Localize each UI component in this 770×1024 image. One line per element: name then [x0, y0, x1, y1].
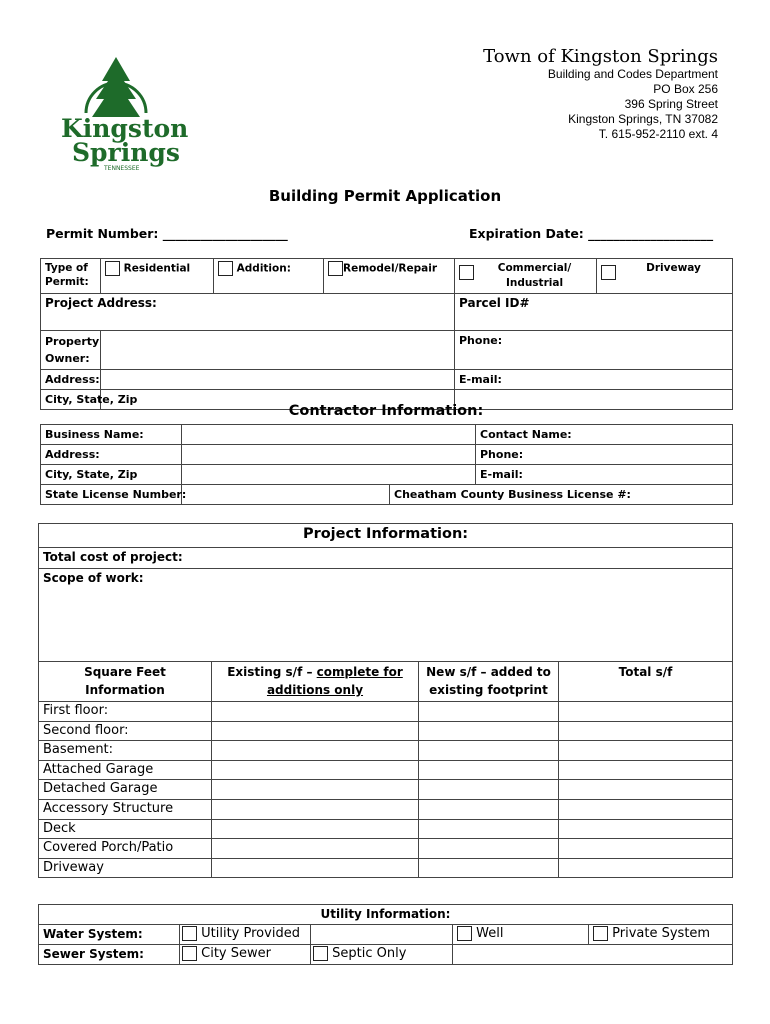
addition-checkbox[interactable]: [218, 261, 233, 276]
state-license-input[interactable]: [182, 485, 390, 505]
street-address: 396 Spring Street: [624, 97, 718, 111]
contractor-city-input[interactable]: [182, 465, 476, 485]
scope-of-work-field[interactable]: [39, 569, 733, 662]
sqft-row-label: Attached Garage: [39, 760, 212, 780]
new-sf-cell[interactable]: [419, 760, 559, 780]
po-box: PO Box 256: [653, 82, 718, 96]
commercial-label: Commercial/ Industrial: [497, 262, 572, 289]
sqft-row: [39, 741, 733, 761]
existing-sf-cell[interactable]: [212, 721, 419, 741]
private-system-checkbox[interactable]: [593, 926, 608, 941]
sqft-row: [39, 858, 733, 878]
project-heading: Project Information:: [39, 524, 733, 548]
total-sf-cell[interactable]: [559, 819, 733, 839]
new-sf-cell[interactable]: [419, 702, 559, 722]
project-address-label: Project Address:: [45, 296, 157, 310]
driveway-checkbox[interactable]: [601, 265, 616, 280]
total-sf-header: Total s/f: [559, 662, 733, 702]
contractor-table: [40, 424, 733, 505]
town-name: Town of Kingston Springs: [483, 46, 718, 67]
business-name-label: Business Name:: [41, 425, 182, 445]
contractor-city-label: City, State, Zip: [41, 465, 182, 485]
sqft-row: [39, 702, 733, 722]
contractor-heading: Contractor Information:: [288, 403, 484, 419]
new-sf-cell[interactable]: [419, 741, 559, 761]
total-sf-cell[interactable]: [559, 839, 733, 859]
sqft-row: [39, 721, 733, 741]
owner-address-input[interactable]: [101, 370, 455, 390]
existing-sf-text: Existing s/f –: [227, 665, 317, 679]
owner-address-label: Address:: [41, 370, 101, 390]
dept-name: Building and Codes Department: [547, 67, 718, 81]
total-sf-cell[interactable]: [559, 741, 733, 761]
contractor-email-label: E-mail:: [480, 468, 523, 481]
remodel-checkbox[interactable]: [328, 261, 343, 276]
total-cost-label: Total cost of project:: [43, 550, 183, 564]
existing-sf-cell[interactable]: [212, 702, 419, 722]
sqft-row-label: First floor:: [39, 702, 212, 722]
sqft-rows: [39, 702, 733, 878]
septic-checkbox[interactable]: [313, 946, 328, 961]
sqft-row-label: Driveway: [39, 858, 212, 878]
well-label: Well: [476, 926, 504, 941]
sqft-row-label: Covered Porch/Patio: [39, 839, 212, 859]
new-sf-cell[interactable]: [419, 780, 559, 800]
contact-name-label: Contact Name:: [480, 428, 572, 441]
owner-phone-field[interactable]: [455, 331, 733, 370]
utility-provided-label: Utility Provided: [201, 926, 300, 941]
town-logo: [58, 55, 189, 173]
state-license-label: State License Number:: [41, 485, 182, 505]
property-owner-label: Property Owner:: [41, 331, 101, 370]
sewer-blank-cell: [453, 945, 733, 965]
permit-number-field[interactable]: Permit Number: ____________________: [46, 226, 288, 241]
sqft-row: [39, 780, 733, 800]
contractor-address-label: Address:: [41, 445, 182, 465]
utility-heading: Utility Information:: [39, 905, 733, 925]
phone-number: T. 615-952-2110 ext. 4: [598, 127, 718, 141]
sqft-header: Square Feet Information: [39, 662, 212, 702]
logo-springs-text: Springs: [72, 138, 180, 167]
existing-sf-underlined: complete for additions only: [266, 665, 403, 697]
new-sf-cell[interactable]: [419, 819, 559, 839]
header-block: [398, 46, 718, 142]
new-sf-cell[interactable]: [419, 839, 559, 859]
expiration-date-field[interactable]: Expiration Date: ____________________: [469, 226, 714, 241]
total-cost-field[interactable]: [39, 548, 733, 569]
utility-table: [38, 904, 733, 965]
existing-sf-cell[interactable]: [212, 780, 419, 800]
sewer-system-label: Sewer System:: [39, 945, 180, 965]
new-sf-cell[interactable]: [419, 721, 559, 741]
sqft-row: [39, 760, 733, 780]
permit-type-label: Type of Permit:: [41, 259, 101, 294]
logo-tennessee-text: TENNESSEE: [104, 165, 140, 172]
water-blank-cell: [311, 925, 453, 945]
addition-label: Addition:: [236, 262, 291, 275]
sqft-row: [39, 839, 733, 859]
owner-city-label: City, State, Zip: [41, 390, 101, 410]
sqft-row-label: Detached Garage: [39, 780, 212, 800]
existing-sf-cell[interactable]: [212, 839, 419, 859]
property-owner-input[interactable]: [101, 331, 455, 370]
septic-label: Septic Only: [332, 946, 407, 961]
total-sf-cell[interactable]: [559, 721, 733, 741]
owner-email-field[interactable]: [455, 370, 733, 390]
existing-sf-cell[interactable]: [212, 760, 419, 780]
commercial-checkbox[interactable]: [459, 265, 474, 280]
contractor-email-field[interactable]: [476, 465, 733, 485]
city-address: Kingston Springs, TN 37082: [568, 112, 718, 126]
new-sf-cell[interactable]: [419, 799, 559, 819]
total-sf-cell[interactable]: [559, 702, 733, 722]
total-sf-cell[interactable]: [559, 799, 733, 819]
private-system-label: Private System: [612, 926, 711, 941]
county-license-label: Cheatham County Business License #:: [394, 488, 631, 501]
total-sf-cell[interactable]: [559, 858, 733, 878]
sqft-row-label: Second floor:: [39, 721, 212, 741]
remodel-label: Remodel/Repair: [343, 262, 438, 275]
owner-email-label: E-mail:: [459, 373, 502, 386]
existing-sf-cell[interactable]: [212, 741, 419, 761]
project-table: [38, 523, 733, 878]
well-checkbox[interactable]: [457, 926, 472, 941]
existing-sf-cell[interactable]: [212, 799, 419, 819]
page-title: Building Permit Application: [268, 187, 502, 205]
parcel-id-field[interactable]: [455, 294, 733, 331]
owner-phone-label: Phone:: [459, 334, 503, 347]
city-sewer-label: City Sewer: [201, 946, 271, 961]
parcel-id-label: Parcel ID#: [459, 296, 530, 310]
contractor-phone-label: Phone:: [480, 448, 524, 461]
sqft-row: [39, 799, 733, 819]
water-system-label: Water System:: [39, 925, 180, 945]
existing-sf-cell[interactable]: [212, 819, 419, 839]
permit-owner-table: [40, 258, 733, 410]
residential-label: Residential: [123, 262, 191, 275]
business-name-input[interactable]: [182, 425, 476, 445]
residential-checkbox[interactable]: [105, 261, 120, 276]
contact-name-field[interactable]: [476, 425, 733, 445]
sqft-row-label: Deck: [39, 819, 212, 839]
driveway-label: Driveway: [646, 262, 701, 274]
sqft-row: [39, 819, 733, 839]
city-sewer-checkbox[interactable]: [182, 946, 197, 961]
contractor-phone-field[interactable]: [476, 445, 733, 465]
total-sf-cell[interactable]: [559, 760, 733, 780]
new-sf-cell[interactable]: [419, 858, 559, 878]
utility-provided-checkbox[interactable]: [182, 926, 197, 941]
sqft-row-label: Accessory Structure: [39, 799, 212, 819]
logo-kingston-text: Kingston: [61, 114, 189, 143]
existing-sf-header: [212, 662, 419, 702]
county-license-field[interactable]: [390, 485, 733, 505]
contractor-address-input[interactable]: [182, 445, 476, 465]
total-sf-cell[interactable]: [559, 780, 733, 800]
scope-of-work-label: Scope of work:: [43, 571, 144, 585]
project-address-field[interactable]: [41, 294, 455, 331]
new-sf-header: New s/f – added to existing footprint: [419, 662, 559, 702]
existing-sf-cell[interactable]: [212, 858, 419, 878]
sqft-row-label: Basement:: [39, 741, 212, 761]
